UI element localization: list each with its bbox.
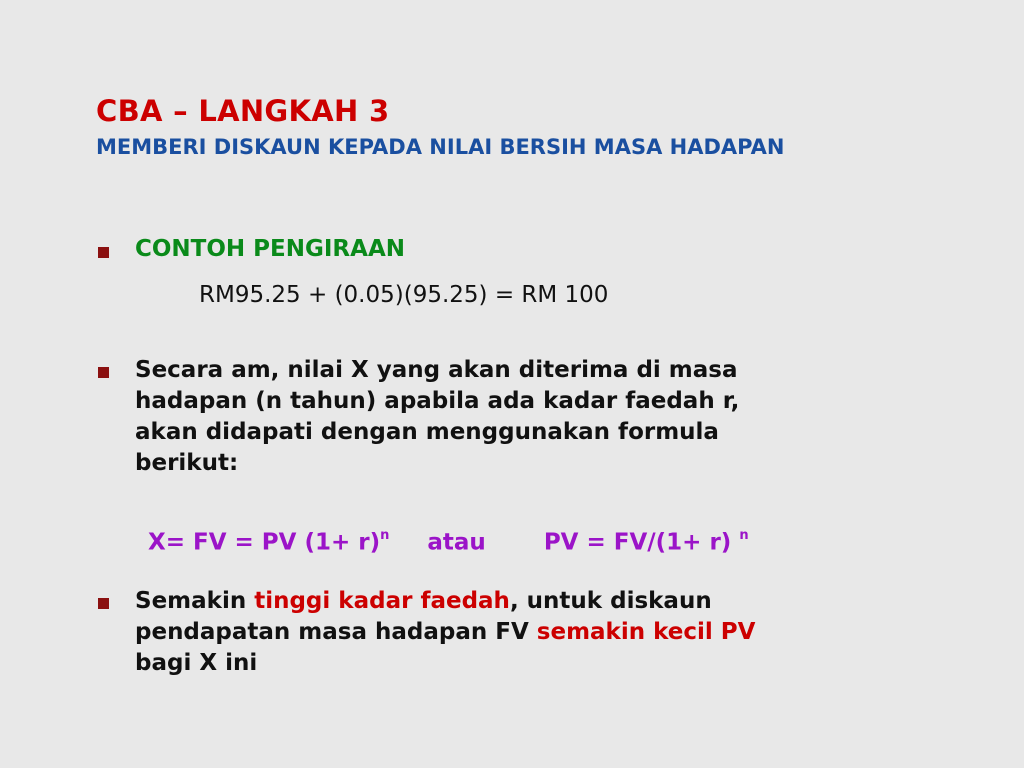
bullet-3-highlight-1: tinggi kadar faedah (254, 588, 510, 614)
bullet-3-line-1 (135, 586, 915, 617)
bullet-2-line-1: Secara am, nilai X yang akan diterima di masa (135, 357, 738, 383)
formula-fv-exponent: n (380, 528, 390, 543)
bullet-marker-1 (98, 247, 109, 258)
bullet-3-line-2-start: pendapatan masa hadapan FV (135, 619, 537, 645)
bullet-2-line-4: berikut: (135, 450, 239, 476)
bullet-marker-3 (98, 598, 109, 609)
formula (148, 522, 749, 559)
slide-title: CBA – LANGKAH 3 (96, 94, 390, 128)
bullet-1-heading: CONTOH PENGIRAAN (135, 236, 405, 262)
bullet-3-line-2 (135, 617, 915, 648)
formula-fv: X= FV = PV (1+ r) (148, 529, 381, 556)
bullet-3-line-3: bagi X ini (135, 650, 258, 676)
bullet-3-part-2: , untuk diskaun (509, 588, 712, 614)
bullet-marker-2 (98, 367, 109, 378)
formula-connector: atau (427, 529, 486, 556)
bullet-3-part-1: Semakin (135, 588, 255, 614)
bullet-3-text (135, 586, 915, 679)
bullet-2-line-2: hadapan (n tahun) apabila ada kadar faedah r, (135, 388, 740, 414)
formula-pv: PV = FV/(1+ r) (543, 529, 740, 556)
bullet-2-line-3: akan didapati dengan menggunakan formula (135, 419, 719, 445)
bullet-2-text (135, 355, 915, 479)
bullet-3-highlight-2: semakin kecil PV (536, 619, 756, 645)
formula-pv-exponent: n (739, 528, 749, 543)
slide-subtitle: MEMBERI DISKAUN KEPADA NILAI BERSIH MASA HADAPAN (96, 135, 785, 159)
example-calculation: RM95.25 + (0.05)(95.25) = RM 100 (199, 282, 609, 308)
